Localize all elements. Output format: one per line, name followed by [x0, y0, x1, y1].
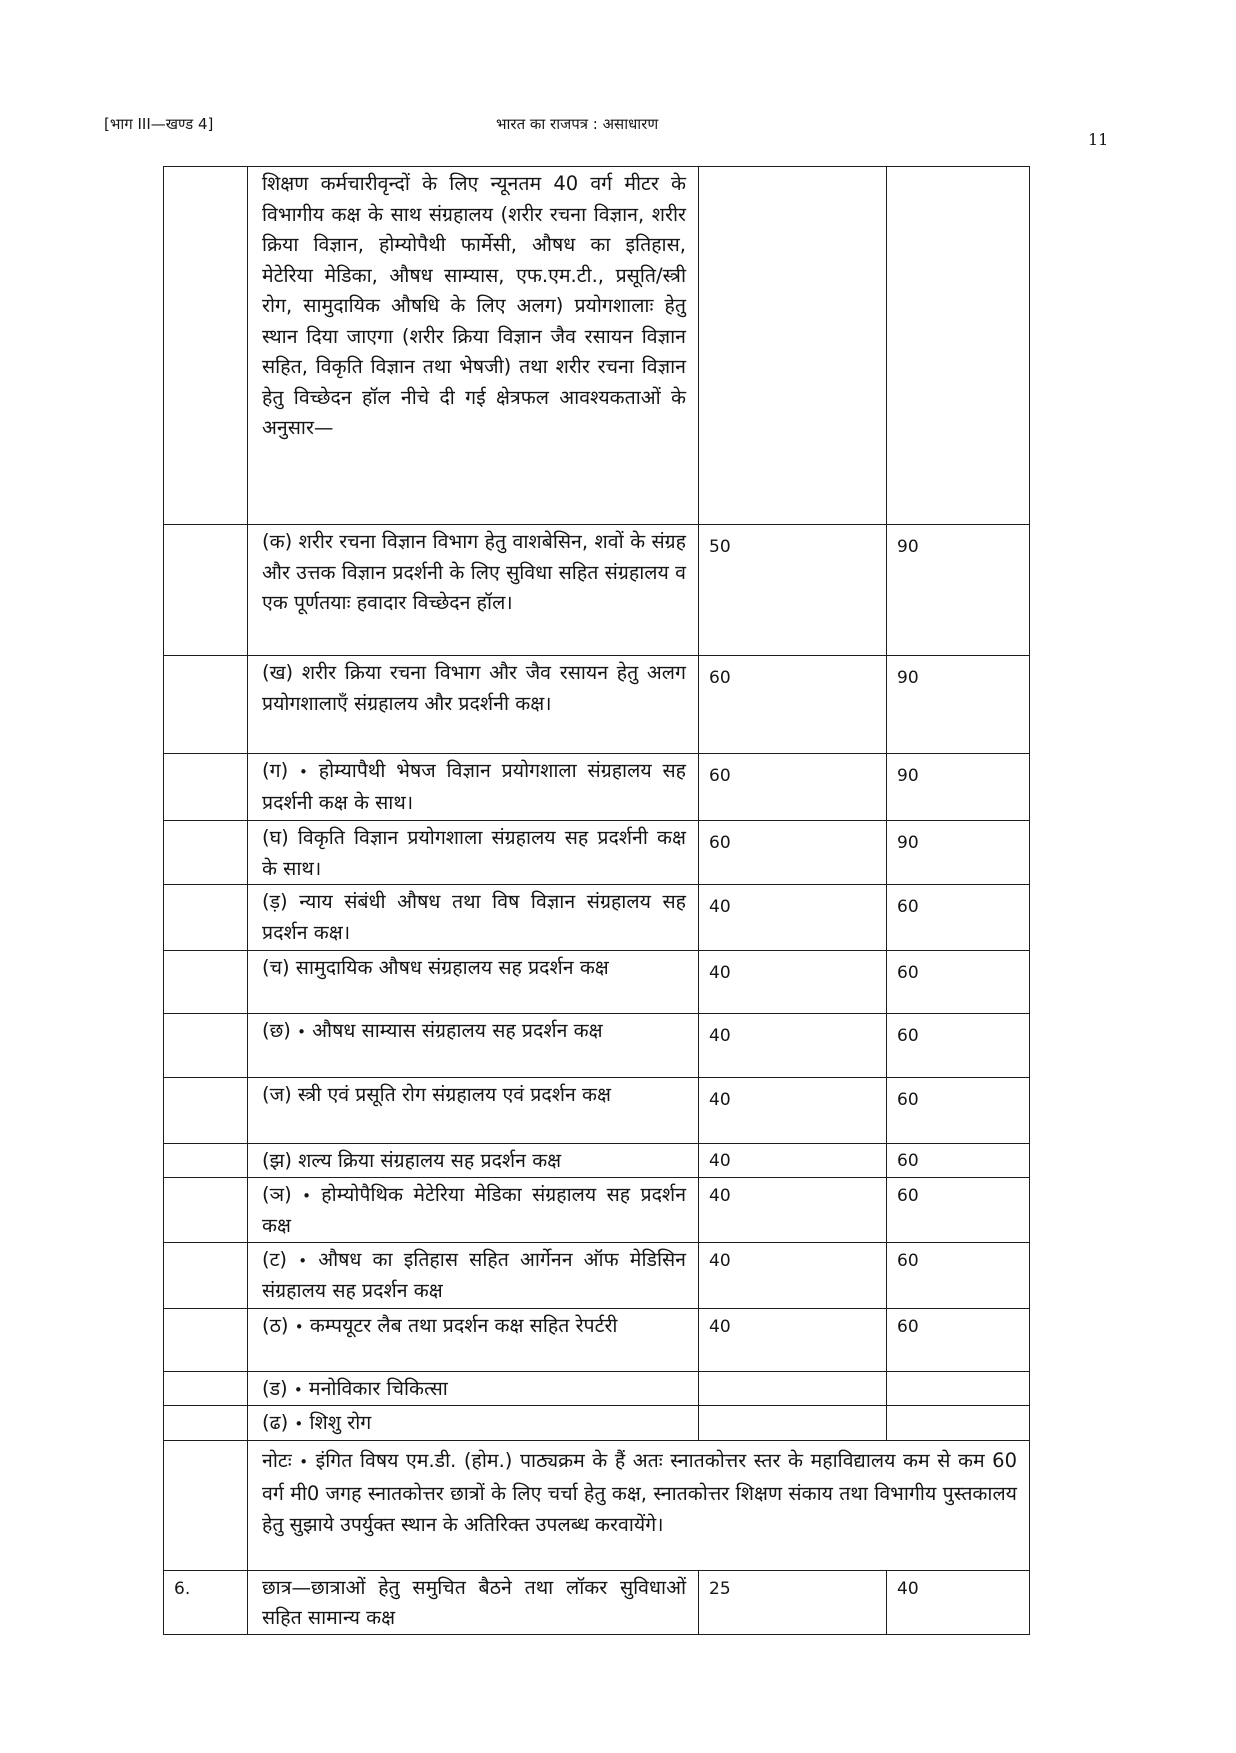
description-cell: (ज) स्त्री एवं प्रसूति रोग संग्रहालय एवं प्रदर्शन कक्ष — [248, 1078, 699, 1144]
value-cell-1: 40 — [699, 1308, 887, 1371]
item-prefix: (ट) — [262, 1247, 288, 1271]
description-cell — [248, 1242, 699, 1308]
bullet-icon: • — [299, 1452, 309, 1471]
value-cell-1 — [699, 1371, 887, 1406]
item-prefix: (ग) — [262, 759, 289, 782]
serial-cell — [164, 1406, 248, 1441]
value-cell-2: 90 — [887, 821, 1030, 885]
note-cell — [248, 1440, 1030, 1570]
table-row — [164, 1144, 1030, 1178]
item-prefix: (ढ) — [262, 1411, 289, 1434]
item-text: होम्योपैथिक मेटेरिया मेडिका संग्रहालय सह प्रदर्शन कक्ष — [262, 1182, 687, 1237]
table-row — [164, 1078, 1030, 1144]
description-cell: (ख) शरीर क्रिया रचना विभाग और जैव रसायन हेतु अलग प्रयोगशालाएँ संग्रहालय और प्रदर्शनी कक्ष। — [248, 656, 699, 754]
table-row — [164, 821, 1030, 885]
value-cell-2: 60 — [887, 1014, 1030, 1078]
note-text: इंगित विषय एम.डी. (होम.) पाठ्यक्रम के हैं अतः स्नातकोत्तर स्तर के महाविद्यालय कम से कम 60 वर्ग मी0 जगह स्नातकोत्तर छात्रों के लिए चर्चा हेतु कक्ष, स्नातकोत्तर शिक्षण संकाय तथा विभागीय पुस्तकालय हेतु सुझाये उपर्युक्त स्थान के अतिरिक्त उपलब्ध करवायेंगे। — [262, 1448, 1017, 1536]
serial-cell — [164, 1014, 248, 1078]
item-prefix: (ठ) — [262, 1313, 289, 1337]
value-cell-1: 60 — [699, 656, 887, 754]
serial-cell — [164, 1144, 248, 1178]
area-requirements-table — [163, 166, 1030, 1635]
table-row — [164, 1308, 1030, 1371]
value-cell-1: 40 — [699, 1014, 887, 1078]
value-cell-1: 40 — [699, 885, 887, 951]
value-cell-1: 40 — [699, 1144, 887, 1178]
serial-cell — [164, 1078, 248, 1144]
item-prefix: (छ) — [262, 1019, 291, 1042]
value-cell-2: 40 — [887, 1570, 1030, 1634]
serial-cell — [164, 1440, 248, 1570]
value-cell-1: 60 — [699, 754, 887, 821]
value-cell-2: 60 — [887, 1242, 1030, 1308]
value-cell-1: 40 — [699, 1242, 887, 1308]
item-prefix: (ड) — [262, 1376, 288, 1400]
item-text: औषध साम्यास संग्रहालय सह प्रदर्शन कक्ष — [312, 1019, 603, 1042]
note-row — [164, 1440, 1030, 1570]
serial-cell — [164, 1242, 248, 1308]
bullet-icon: • — [294, 1317, 304, 1336]
serial-cell — [164, 167, 248, 525]
description-cell — [248, 1177, 699, 1242]
value-cell-1 — [699, 1406, 887, 1441]
value-cell-1: 40 — [699, 1078, 887, 1144]
bullet-icon: • — [299, 763, 308, 781]
bullet-icon: • — [297, 1023, 306, 1041]
table-row — [164, 1242, 1030, 1308]
note-prefix: नोटः — [262, 1448, 292, 1472]
page-number: 11 — [1088, 130, 1109, 149]
serial-cell — [164, 525, 248, 656]
value-cell-1: 25 — [699, 1570, 887, 1634]
description-cell: (क) शरीर रचना विज्ञान विभाग हेतु वाशबेसिन, शवों के संग्रह और उत्तक विज्ञान प्रदर्शनी के लिए सुविधा सहित संग्रहालय व एक पूर्णतयाः हवादार विच्छेदन हॉल। — [248, 525, 699, 656]
value-cell-2: 60 — [887, 1177, 1030, 1242]
description-cell: छात्र—छात्राओं हेतु समुचित बैठने तथा लॉकर सुविधाओं सहित सामान्य कक्ष — [248, 1570, 699, 1634]
serial-cell — [164, 1371, 248, 1406]
bullet-icon: • — [293, 1380, 303, 1399]
value-cell-1: 40 — [699, 1177, 887, 1242]
description-cell — [248, 1308, 699, 1371]
table-row — [164, 656, 1030, 754]
value-cell-2 — [887, 167, 1030, 525]
table-row — [164, 1570, 1030, 1634]
table-row — [164, 1406, 1030, 1441]
table-row — [164, 951, 1030, 1014]
gazette-title: भारत का राजपत्र : असाधारण — [496, 115, 659, 133]
description-cell — [248, 1014, 699, 1078]
value-cell-2: 60 — [887, 1308, 1030, 1371]
intro-text-cell: शिक्षण कर्मचारीवृन्दों के लिए न्यूनतम 40 वर्ग मीटर के विभागीय कक्ष के साथ संग्रहालय (शरीर रचना विज्ञान, शरीर क्रिया विज्ञान, होम्योपैथी फार्मेसी, औषध का इतिहास, मेटेरिया मेडिका, औषध साम्यास, एफ.एम.टी., प्रसूति/स्त्री रोग, सामुदायिक औषधि के लिए अलग) प्रयोगशालाः हेतु स्थान दिया जाएगा (शरीर क्रिया विज्ञान जैव रसायन विज्ञान सहित, विकृति विज्ञान तथा भेषजी) तथा शरीर रचना विज्ञान हेतु विच्छेदन हॉल नीचे दी गई क्षेत्रफल आवश्यकताओं के अनुसार— — [248, 167, 699, 525]
item-text: शिशु रोग — [309, 1411, 372, 1434]
bullet-icon: • — [294, 1415, 304, 1433]
item-text: होम्यापैथी भेषज विज्ञान प्रयोगशाला संग्रहालय सह प्रदर्शनी कक्ष के साथ। — [262, 759, 686, 814]
serial-number: 6. — [164, 1570, 248, 1634]
table-row — [164, 754, 1030, 821]
table-row — [164, 1014, 1030, 1078]
value-cell-2: 60 — [887, 951, 1030, 1014]
value-cell-2 — [887, 1371, 1030, 1406]
value-cell-2: 60 — [887, 885, 1030, 951]
item-text: औषध का इतिहास सहित आर्गेनन ऑफ मेडिसिन संग्रहालय सह प्रदर्शन कक्ष — [262, 1247, 686, 1302]
value-cell-1 — [699, 167, 887, 525]
value-cell-1: 50 — [699, 525, 887, 656]
table-row — [164, 525, 1030, 656]
serial-cell — [164, 1177, 248, 1242]
bullet-icon: • — [302, 1186, 311, 1205]
item-prefix: (ञ) — [262, 1182, 292, 1206]
description-cell — [248, 1371, 699, 1406]
value-cell-2: 90 — [887, 656, 1030, 754]
value-cell-1: 60 — [699, 821, 887, 885]
description-cell: (च) सामुदायिक औषध संग्रहालय सह प्रदर्शन कक्ष — [248, 951, 699, 1014]
value-cell-2: 60 — [887, 1144, 1030, 1178]
description-cell: (ड़) न्याय संबंधी औषध तथा विष विज्ञान संग्रहालय सह प्रदर्शन कक्ष। — [248, 885, 699, 951]
serial-cell — [164, 754, 248, 821]
description-cell: (झ) शल्य क्रिया संग्रहालय सह प्रदर्शन कक्ष — [248, 1144, 699, 1178]
value-cell-1: 40 — [699, 951, 887, 1014]
serial-cell — [164, 951, 248, 1014]
value-cell-2 — [887, 1406, 1030, 1441]
serial-cell — [164, 656, 248, 754]
gazette-part-label: [भाग III—खण्ड 4] — [104, 115, 214, 133]
value-cell-2: 90 — [887, 754, 1030, 821]
description-cell — [248, 1406, 699, 1441]
value-cell-2: 90 — [887, 525, 1030, 656]
item-text: कम्पयूटर लैब तथा प्रदर्शन कक्ष सहित रेपर्टरी — [309, 1313, 618, 1337]
bullet-icon: • — [298, 1251, 308, 1270]
item-text: मनोविकार चिकित्सा — [308, 1376, 448, 1400]
description-cell: (घ) विकृति विज्ञान प्रयोगशाला संग्रहालय सह प्रदर्शनी कक्ष के साथ। — [248, 821, 699, 885]
table-row — [164, 1371, 1030, 1406]
serial-cell — [164, 885, 248, 951]
table-row — [164, 167, 1030, 525]
serial-cell — [164, 821, 248, 885]
serial-cell — [164, 1308, 248, 1371]
table-row — [164, 1177, 1030, 1242]
description-cell — [248, 754, 699, 821]
value-cell-2: 60 — [887, 1078, 1030, 1144]
table-row — [164, 885, 1030, 951]
